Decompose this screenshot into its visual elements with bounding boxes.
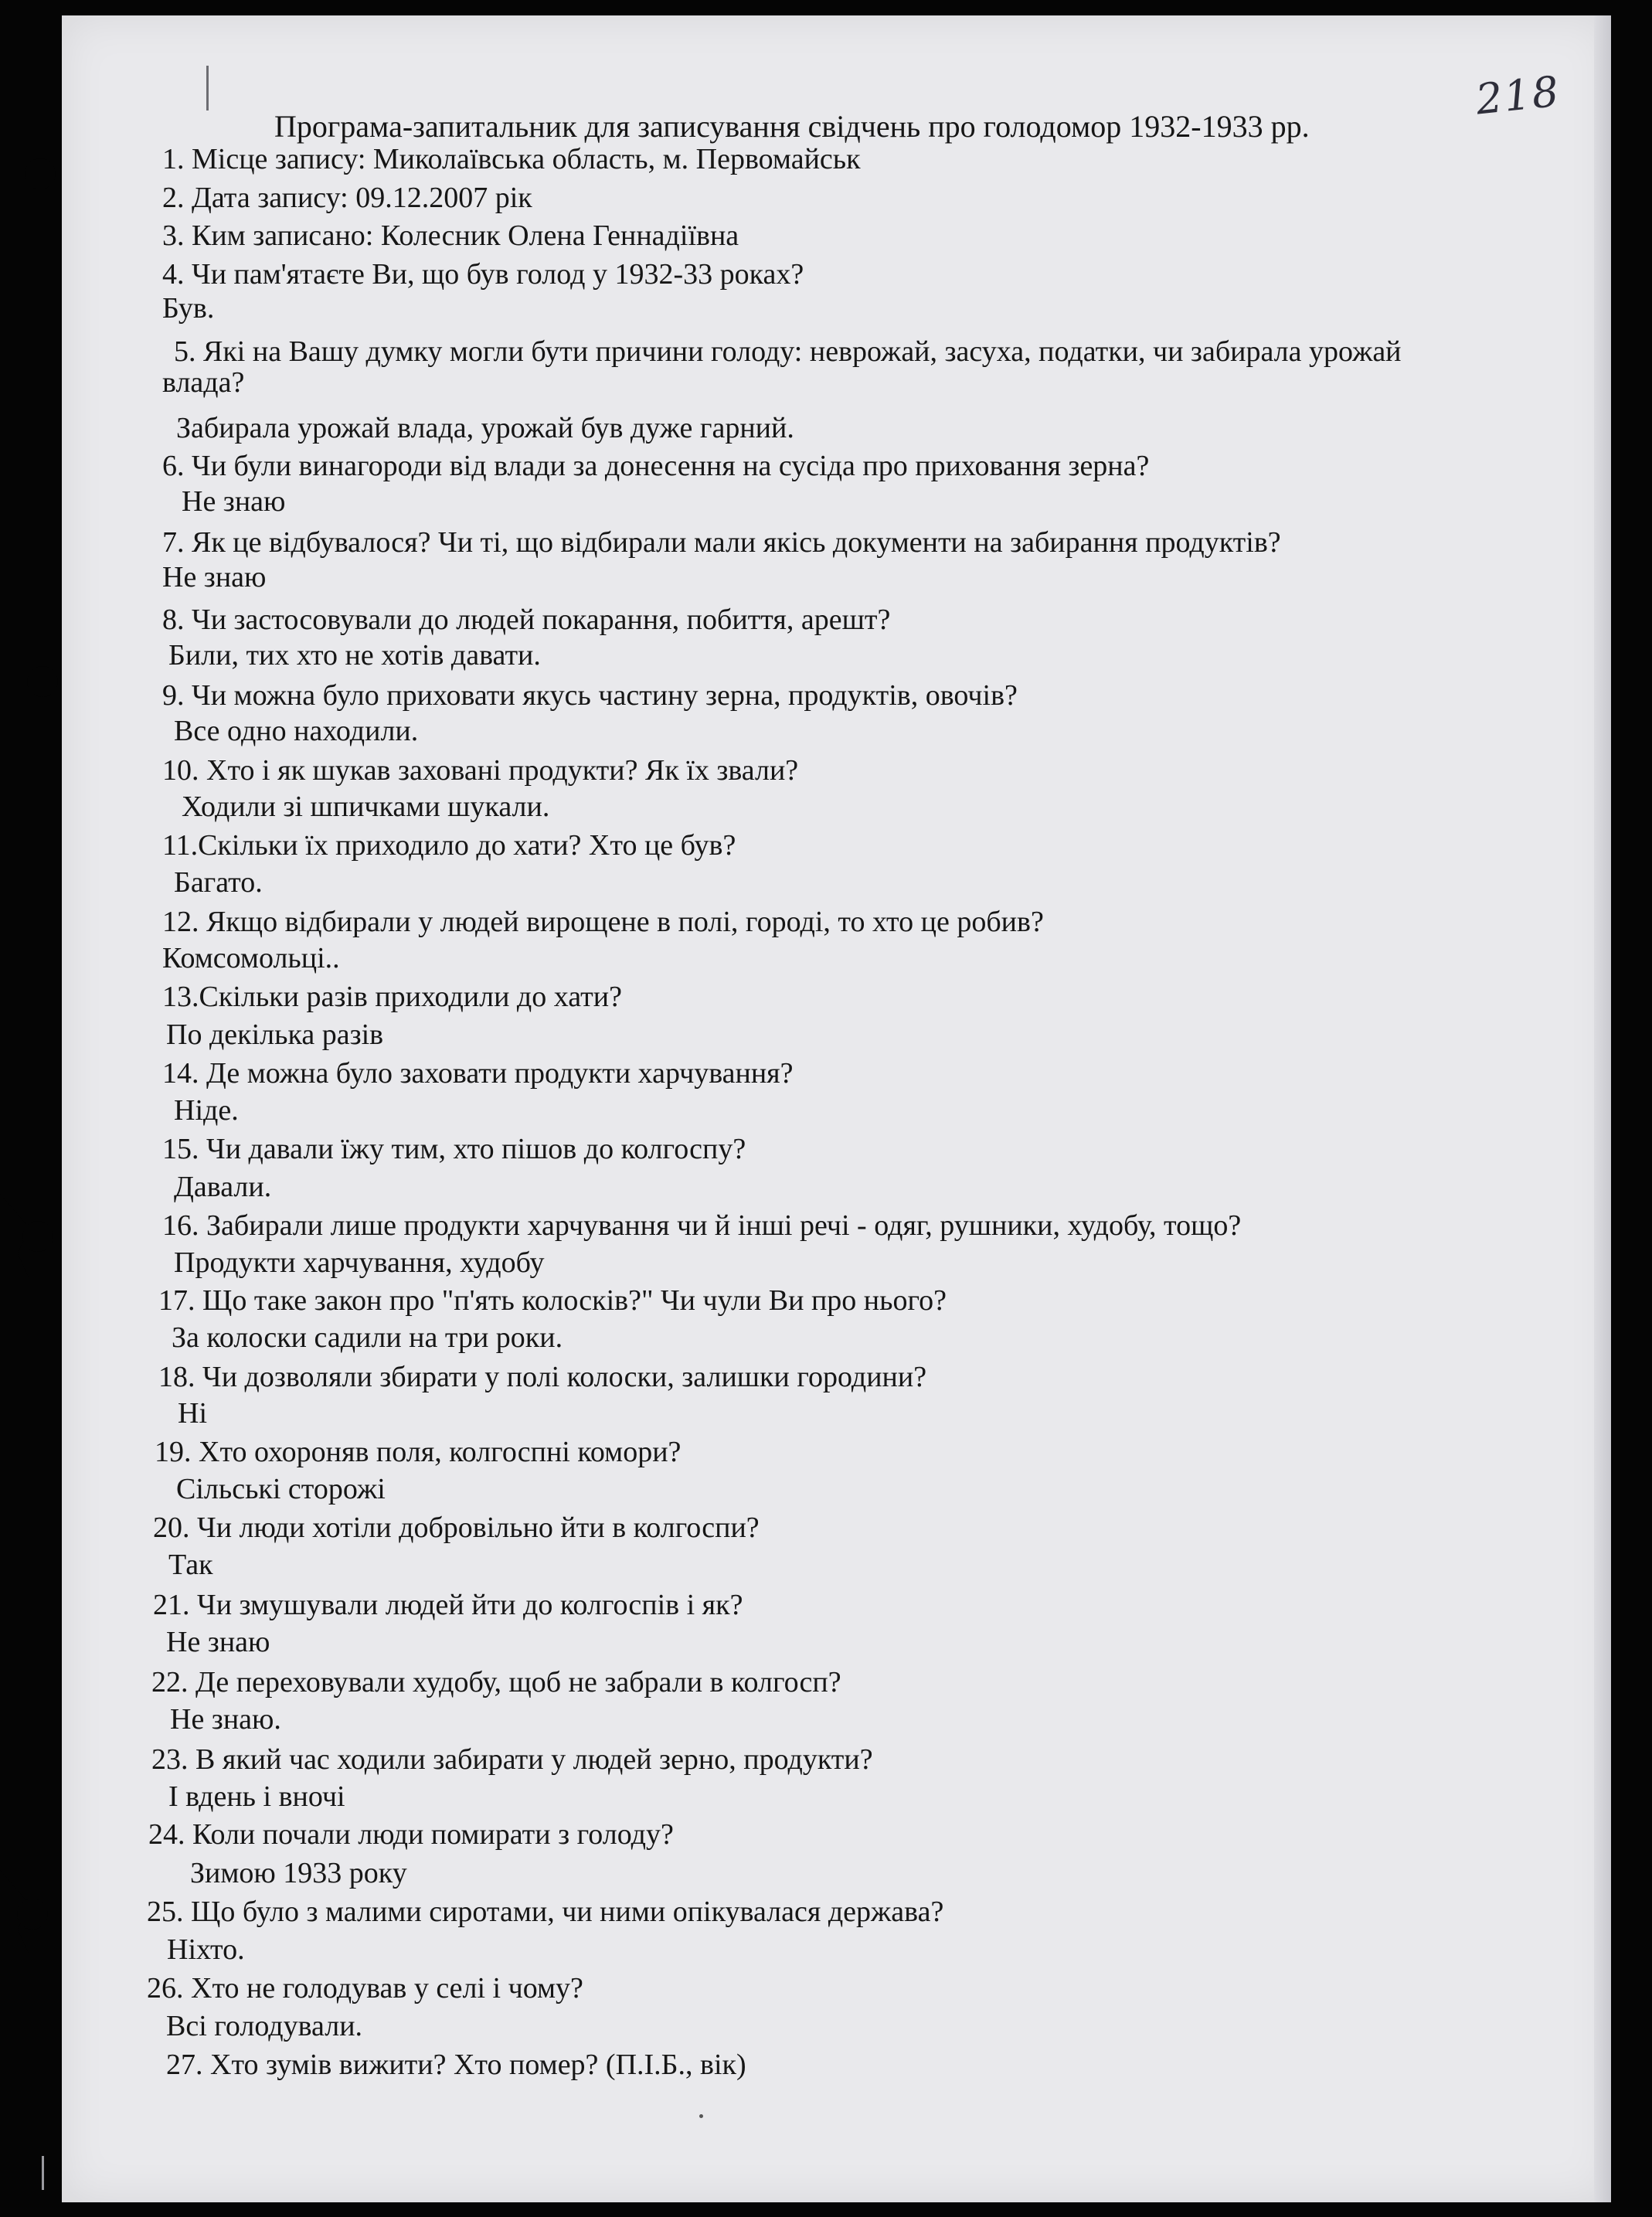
question: 13.Скільки разів приходили до хати? [162,981,622,1013]
fold-mark [206,66,209,111]
question: 10. Хто і як шукав заховані продукти? Як їх звали? [162,754,799,787]
question: 15. Чи давали їжу тим, хто пішов до колгоспу? [162,1133,746,1165]
question: 14. Де можна було заховати продукти харчування? [162,1057,794,1090]
answer: По декілька разів [166,1018,384,1051]
answer: Не знаю [162,561,267,593]
answer: Не знаю. [170,1703,281,1736]
question: 8. Чи застосовували до людей покарання, побиття, арешт? [162,604,891,636]
answer: Комсомольці.. [162,942,340,974]
answer: Був. [162,292,215,325]
answer: Ходили зі шпичками шукали. [182,791,550,823]
answer: Все одно находили. [174,715,419,747]
answer: Багато. [174,866,263,899]
handwritten-page-number: 218 [1474,66,1563,124]
question: 20. Чи люди хотіли добровільно йти в колгоспи? [153,1511,760,1544]
punch-hole [17,1899,48,1930]
question: 5. Які на Вашу думку могли бути причини голоду: неврожай, засуха, податки, чи забирала урожай [174,335,1402,368]
question: 22. Де переховували худобу, щоб не забрали в колгосп? [151,1666,841,1698]
question: 16. Забирали лише продукти харчування чи й інші речі - одяг, рушники, худобу, тощо? [162,1209,1242,1242]
answer: Давали. [174,1171,272,1203]
answer: Продукти харчування, худобу [174,1246,545,1279]
question: 11.Скільки їх приходило до хати? Хто це був? [162,829,736,862]
fold-mark [42,2156,44,2190]
question: 19. Хто охороняв поля, колгоспні комори? [155,1436,682,1468]
answer: Ніхто. [167,1933,245,1966]
question: 18. Чи дозволяли збирати у полі колоски, залишки городини? [158,1361,927,1393]
answer: Сільські сторожі [176,1473,386,1505]
question: 17. Що таке закон про "п'ять колосків?" Чи чули Ви про нього? [158,1284,947,1317]
question: 23. В який час ходили забирати у людей зерно, продукти? [151,1743,873,1776]
question: 25. Що було з малими сиротами, чи ними опікувалася держава? [147,1896,944,1928]
answer: Зимою 1933 року [190,1857,407,1889]
punch-hole [27,666,58,697]
question: 21. Чи змушували людей йти до колгоспів і як? [153,1589,743,1621]
question: влада? [162,366,245,399]
answer: За колоски садили на три роки. [172,1321,563,1354]
answer: Не знаю [166,1626,270,1658]
answer: Не знаю [182,485,286,518]
question: 9. Чи можна було приховати якусь частину зерна, продуктів, овочів? [162,679,1018,712]
ink-speck [699,2114,703,2118]
question: 4. Чи пам'ятаєте Ви, що був голод у 1932-33 роках? [162,258,804,291]
answer: Забирала урожай влада, урожай був дуже гарний. [176,412,794,444]
page-title: Програма-запитальник для записування свідчень про голодомор 1932-1933 рр. [274,109,1310,144]
question: 27. Хто зумів вижити? Хто помер? (П.І.Б., вік) [166,2049,746,2081]
punch-hole [22,1221,53,1252]
question: 1. Місце запису: Миколаївська область, м. Первомайськ [162,143,861,175]
question: 7. Як це відбувалося? Чи ті, що відбирали мали якісь документи на забирання продуктів? [162,526,1281,559]
question: 26. Хто не голодував у селі і чому? [147,1972,583,2004]
answer: І вдень і вночі [168,1780,345,1813]
question: 6. Чи були винагороди від влади за донесення на сусіда про приховання зерна? [162,450,1150,482]
answer: Всі голодували. [166,2010,363,2042]
answer: Ні [178,1397,207,1430]
question: 2. Дата запису: 09.12.2007 рік [162,182,532,214]
question: 3. Ким записано: Колесник Олена Геннадіївна [162,219,739,252]
punch-hole [25,158,56,189]
question: 24. Коли почали люди помирати з голоду? [148,1818,674,1851]
answer: Ніде. [174,1094,239,1127]
question: 12. Якщо відбирали у людей вирощене в полі, городі, то хто це робив? [162,906,1044,938]
answer: Били, тих хто не хотів давати. [168,639,541,672]
answer: Так [168,1549,213,1581]
